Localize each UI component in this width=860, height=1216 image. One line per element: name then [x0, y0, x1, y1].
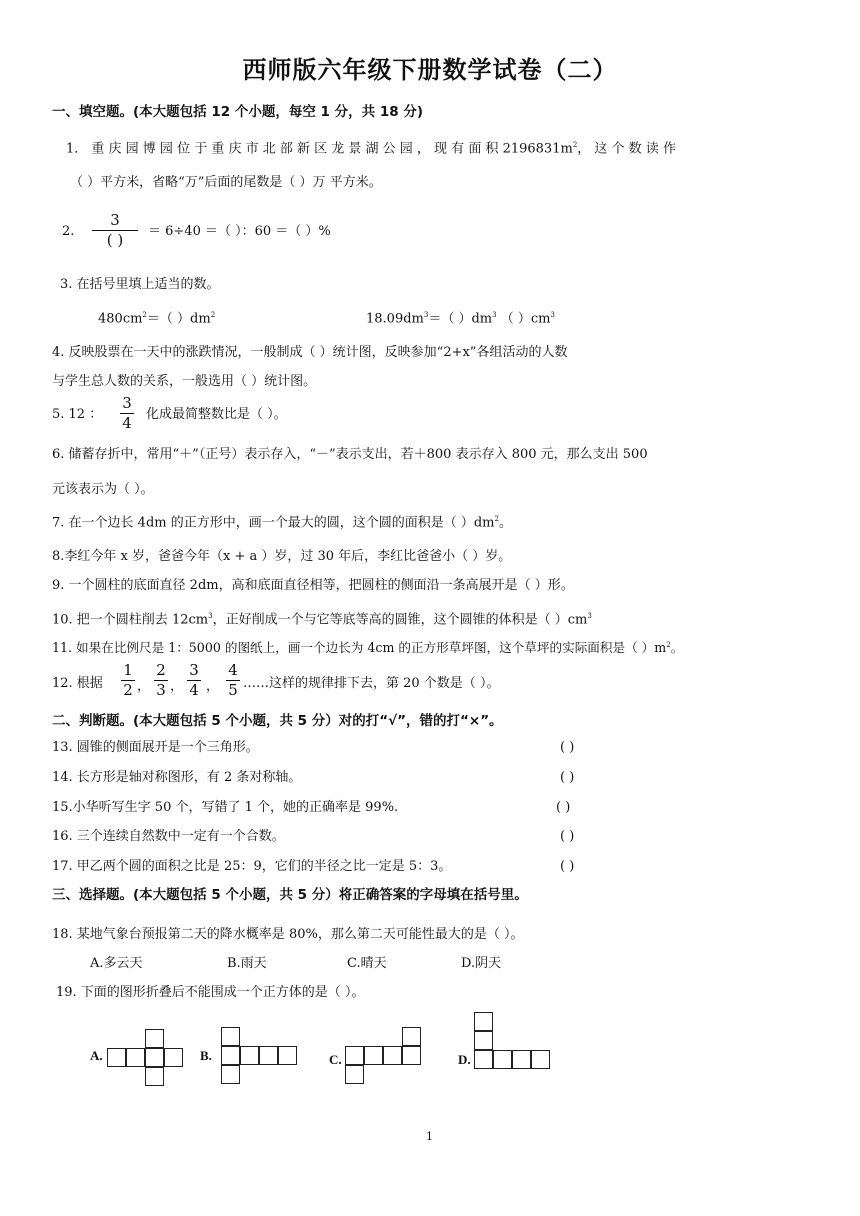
- question-19: 19. 下面的图形折叠后不能围成一个正方体的是（ ）。: [56, 985, 365, 1000]
- question-1-line1: [66, 142, 676, 155]
- question-5-fraction: [120, 396, 134, 432]
- net-square: [259, 1046, 278, 1065]
- net-square: [221, 1027, 240, 1046]
- question-3-text: 3. 在括号里填上适当的数。: [60, 277, 220, 292]
- question-12-fraction-4: [226, 663, 240, 699]
- q10-rest: ，正好削成一个与它等底等高的圆锥，这个圆锥的体积是（ ）cm: [212, 612, 588, 628]
- fraction-denominator: 4: [189, 680, 199, 699]
- question-12-text: ……这样的规律排下去，第 20 个数是（ ）。: [243, 676, 500, 691]
- question-2-fraction: [92, 213, 138, 249]
- question-10: [52, 613, 592, 626]
- question-1-tail: ， 这 个 数 读 作: [577, 141, 676, 157]
- q3b-value: 18.09dm: [366, 311, 424, 327]
- q7-tail: 。: [498, 515, 512, 531]
- net-square: [402, 1046, 421, 1065]
- question-12-fraction-2: [154, 663, 168, 699]
- net-square: [126, 1048, 145, 1067]
- question-4-line1: 4. 反映股票在一天中的涨跌情况，一般制成（ ）统计图，反映参加“2+x”各组活动的人数: [52, 345, 568, 360]
- fraction-numerator: 3: [122, 394, 132, 412]
- question-5-text: 化成最简整数比是（ ）。: [146, 407, 287, 422]
- fraction-denominator: 3: [156, 680, 166, 699]
- page-number: 1: [426, 1130, 433, 1143]
- judge-item-16: 16. 三个连续自然数中一定有一个合数。: [52, 829, 285, 844]
- net-square: [474, 1031, 493, 1050]
- judge-answer-paren-14[interactable]: ( ): [560, 770, 575, 785]
- judge-answer-paren-15[interactable]: ( ): [556, 800, 571, 815]
- net-square: [512, 1050, 531, 1069]
- q3a-sup: 2: [142, 311, 147, 319]
- question-2-number: 2.: [62, 224, 75, 239]
- q11-sup: 2: [666, 641, 671, 649]
- question-1-text: 1． 重 庆 园 博 园 位 于 重 庆 市 北 部 新 区 龙 景 湖 公 园 ， 现 有 面 积 2196831m: [66, 141, 573, 157]
- net-square: [221, 1065, 240, 1084]
- fraction-denominator: 2: [123, 680, 133, 699]
- question-9: 9. 一个圆柱的底面直径 2dm，高和底面直径相等，把圆柱的侧面沿一条高展开是（ ）形。: [52, 578, 574, 593]
- net-square: [345, 1046, 364, 1065]
- net-square: [383, 1046, 402, 1065]
- net-square: [493, 1050, 512, 1069]
- question-12-prefix: 12. 根据: [52, 676, 103, 691]
- judge-item-15: 15.小华听写生字 50 个，写错了 1 个，她的正确率是 99%.: [52, 800, 399, 815]
- section-heading-choice: 三、选择题。(本大题包括 5 个小题，共 5 分）将正确答案的字母填在括号里。: [52, 887, 528, 903]
- net-square: [107, 1048, 126, 1067]
- net-label-a: A.: [90, 1048, 103, 1063]
- q3b-sup3: 3: [550, 311, 555, 319]
- fraction-numerator: 3: [189, 661, 199, 679]
- q3a-rest: ＝（ ）dm: [146, 311, 211, 327]
- q3b-sup: 3: [423, 311, 429, 319]
- q3b-sup2: 3: [492, 311, 497, 319]
- fraction-numerator: 4: [228, 661, 238, 679]
- question-5-prefix: 5. 12 ：: [52, 407, 103, 422]
- q3a-sup2: 2: [210, 311, 216, 319]
- separator: ，: [170, 679, 184, 694]
- judge-item-13: 13. 圆锥的侧面展开是一个三角形。: [52, 740, 259, 755]
- net-square: [531, 1050, 550, 1069]
- q3b-rest: ＝（ ）dm: [428, 311, 493, 327]
- net-square: [345, 1065, 364, 1084]
- net-square: [221, 1046, 240, 1065]
- question-2-text: ＝ 6÷40 ＝（ ）：60 ＝（ ）%: [148, 224, 331, 239]
- judge-item-14: 14. 长方形是轴对称图形，有 2 条对称轴。: [52, 770, 302, 785]
- net-square: [145, 1029, 164, 1048]
- net-square: [240, 1046, 259, 1065]
- fraction-numerator: 1: [123, 661, 133, 679]
- question-7: [52, 516, 512, 529]
- fraction-denominator: ( ): [106, 230, 124, 249]
- net-square: [145, 1048, 164, 1067]
- judge-item-17: 17. 甲乙两个圆的面积之比是 25：9，它们的半径之比一定是 5：3。: [52, 859, 452, 874]
- q11-tail: 。: [670, 640, 684, 656]
- section-heading-judge: 二、判断题。(本大题包括 5 个小题，共 5 分）对的打“√”，错的打“×”。: [52, 713, 503, 729]
- q10-text: 10. 把一个圆柱削去 12cm: [52, 612, 209, 628]
- fraction-denominator: 5: [228, 680, 238, 699]
- q7-sup: 2: [494, 515, 499, 523]
- question-1-sup: 2: [572, 141, 578, 149]
- question-12-fraction-1: [121, 663, 135, 699]
- net-square: [364, 1046, 383, 1065]
- separator: ，: [206, 679, 220, 694]
- q3b-rest2: （ ）cm: [496, 311, 551, 327]
- judge-answer-paren-16[interactable]: ( ): [560, 829, 575, 844]
- option-a: A.多云天: [90, 956, 143, 971]
- fraction-numerator: 3: [110, 211, 120, 229]
- question-12-fraction-3: [187, 663, 201, 699]
- judge-answer-paren-13[interactable]: ( ): [560, 740, 575, 755]
- separator: ，: [137, 679, 151, 694]
- question-6-line2: 元该表示为（ ）。: [52, 482, 154, 497]
- question-3-part-a: [98, 312, 215, 325]
- option-c: C.晴天: [347, 956, 387, 971]
- option-d: D.阴天: [461, 956, 502, 971]
- section-heading-fill-blank: 一、填空题。(本大题包括 12 个小题，每空 1 分，共 18 分): [52, 104, 424, 120]
- q11-text: 11. 如果在比例尺是 1：5000 的图纸上，画一个边长为 4cm 的正方形草坪图，这个草坪的实际面积是（ ）m: [52, 640, 667, 656]
- fraction-numerator: 2: [156, 661, 166, 679]
- question-11: [52, 642, 683, 655]
- net-square: [164, 1048, 183, 1067]
- net-square: [474, 1050, 493, 1069]
- q7-text: 7. 在一个边长 4dm 的正方形中，画一个最大的圆，这个圆的面积是（ ）dm: [52, 515, 495, 531]
- question-8: 8.李红今年 x 岁，爸爸今年（x + a ）岁，过 30 年后，李红比爸爸小（ ）岁。: [52, 549, 512, 564]
- net-square: [145, 1067, 164, 1086]
- net-square: [402, 1027, 421, 1046]
- judge-answer-paren-17[interactable]: ( ): [560, 859, 575, 874]
- question-4-line2: 与学生总人数的关系，一般选用（ ）统计图。: [52, 374, 317, 389]
- net-label-c: C.: [329, 1052, 342, 1067]
- fraction-denominator: 4: [122, 413, 132, 432]
- q3a-value: 480cm: [98, 311, 143, 327]
- question-6-line1: 6. 储蓄存折中，常用“＋”（正号）表示存入，“－”表示支出，若＋800 表示存入 800 元，那么支出 500: [52, 447, 648, 462]
- q10-sup: 3: [208, 612, 213, 620]
- option-b: B.雨天: [227, 956, 267, 971]
- q10-sup2: 3: [587, 612, 592, 620]
- net-label-b: B.: [200, 1048, 212, 1063]
- page-title: 西师版六年级下册数学试卷（二）: [242, 56, 618, 84]
- net-square: [474, 1012, 493, 1031]
- question-1-line2: （ ）平方米，省略“万”后面的尾数是（ ）万 平方米。: [70, 175, 382, 190]
- net-label-d: D.: [458, 1052, 471, 1067]
- question-18: 18. 某地气象台预报第二天的降水概率是 80%，那么第二天可能性最大的是（ ）。: [52, 927, 524, 942]
- net-square: [278, 1046, 297, 1065]
- question-3-part-b: [366, 312, 555, 325]
